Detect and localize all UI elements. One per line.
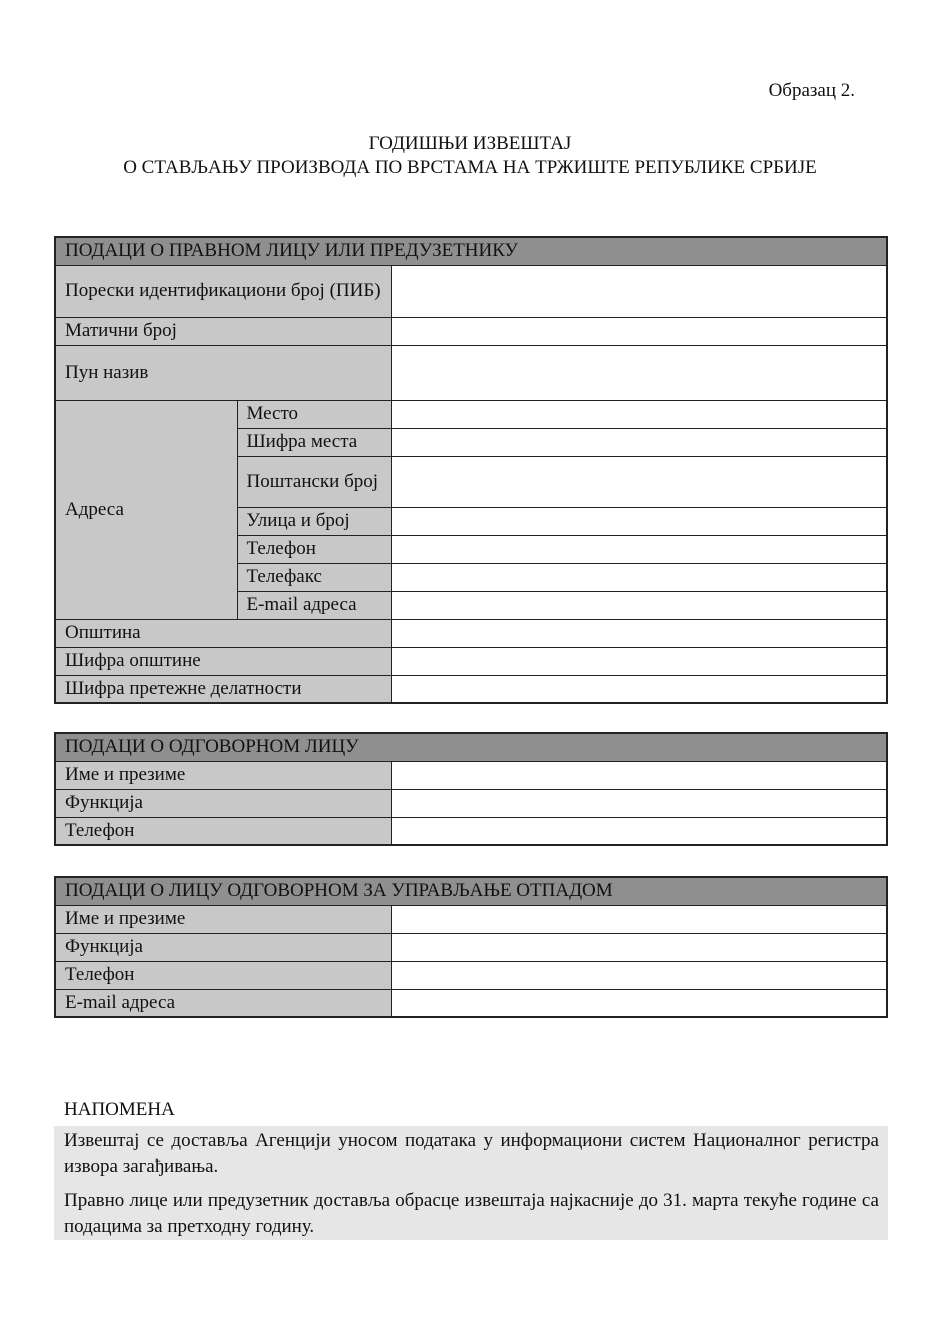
pib-label: Порески идентификациони број (ПИБ)	[55, 265, 391, 317]
activity-code-label: Шифра претежне делатности	[55, 675, 391, 703]
rp-phone-field[interactable]	[391, 817, 887, 845]
address-place-field[interactable]	[391, 400, 887, 428]
registration-number-label: Матични број	[55, 317, 391, 345]
phone-label: Телефон	[237, 535, 391, 563]
fax-label: Телефакс	[237, 563, 391, 591]
note-box	[54, 1126, 888, 1240]
email-label: E-mail адреса	[237, 591, 391, 619]
note-paragraph-2: Правно лице или предузетник доставља обрасце извештаја најкасније до 31. марта текуће године са подацима за претходну годину.	[64, 1190, 879, 1237]
wm-function-label: Функција	[55, 933, 391, 961]
email-field[interactable]	[391, 591, 887, 619]
form-number-label: Образац 2.	[768, 80, 855, 101]
title-line-1: ГОДИШЊИ ИЗВЕШТАЈ	[368, 133, 572, 154]
rp-function-field[interactable]	[391, 789, 887, 817]
wm-name-label: Име и презиме	[55, 905, 391, 933]
full-name-field[interactable]	[391, 345, 887, 400]
address-label: Адреса	[55, 400, 237, 619]
phone-field[interactable]	[391, 535, 887, 563]
wm-email-field[interactable]	[391, 989, 887, 1017]
legal-entity-header: ПОДАЦИ О ПРАВНОМ ЛИЦУ ИЛИ ПРЕДУЗЕТНИКУ	[55, 237, 887, 265]
note-title: НАПОМЕНА	[64, 1099, 175, 1120]
address-place-label: Место	[237, 400, 391, 428]
postal-code-field[interactable]	[391, 456, 887, 507]
wm-name-field[interactable]	[391, 905, 887, 933]
place-code-label: Шифра места	[237, 428, 391, 456]
waste-manager-table	[54, 876, 888, 1018]
municipality-code-label: Шифра општине	[55, 647, 391, 675]
waste-manager-header: ПОДАЦИ О ЛИЦУ ОДГОВОРНОМ ЗА УПРАВЉАЊЕ ОТПАДОМ	[55, 877, 887, 905]
rp-name-label: Име и презиме	[55, 761, 391, 789]
wm-phone-field[interactable]	[391, 961, 887, 989]
activity-code-field[interactable]	[391, 675, 887, 703]
registration-number-field[interactable]	[391, 317, 887, 345]
rp-function-label: Функција	[55, 789, 391, 817]
responsible-person-table	[54, 732, 888, 846]
rp-phone-label: Телефон	[55, 817, 391, 845]
municipality-code-field[interactable]	[391, 647, 887, 675]
note-paragraph-1: Извештај се доставља Агенцији уносом података у информациони систем Националног регистра извора загађивања.	[64, 1130, 879, 1177]
place-code-field[interactable]	[391, 428, 887, 456]
wm-phone-label: Телефон	[55, 961, 391, 989]
legal-entity-table	[54, 236, 888, 704]
street-field[interactable]	[391, 507, 887, 535]
municipality-field[interactable]	[391, 619, 887, 647]
wm-function-field[interactable]	[391, 933, 887, 961]
postal-code-label: Поштански број	[237, 456, 391, 507]
full-name-label: Пун назив	[55, 345, 391, 400]
rp-name-field[interactable]	[391, 761, 887, 789]
municipality-label: Општина	[55, 619, 391, 647]
pib-field[interactable]	[391, 265, 887, 317]
street-label: Улица и број	[237, 507, 391, 535]
document-title	[0, 132, 940, 180]
title-line-2: О СТАВЉАЊУ ПРОИЗВОДА ПО ВРСТАМА НА ТРЖИШТЕ РЕПУБЛИКЕ СРБИЈЕ	[123, 157, 817, 178]
wm-email-label: E-mail адреса	[55, 989, 391, 1017]
fax-field[interactable]	[391, 563, 887, 591]
responsible-person-header: ПОДАЦИ О ОДГОВОРНОМ ЛИЦУ	[55, 733, 887, 761]
